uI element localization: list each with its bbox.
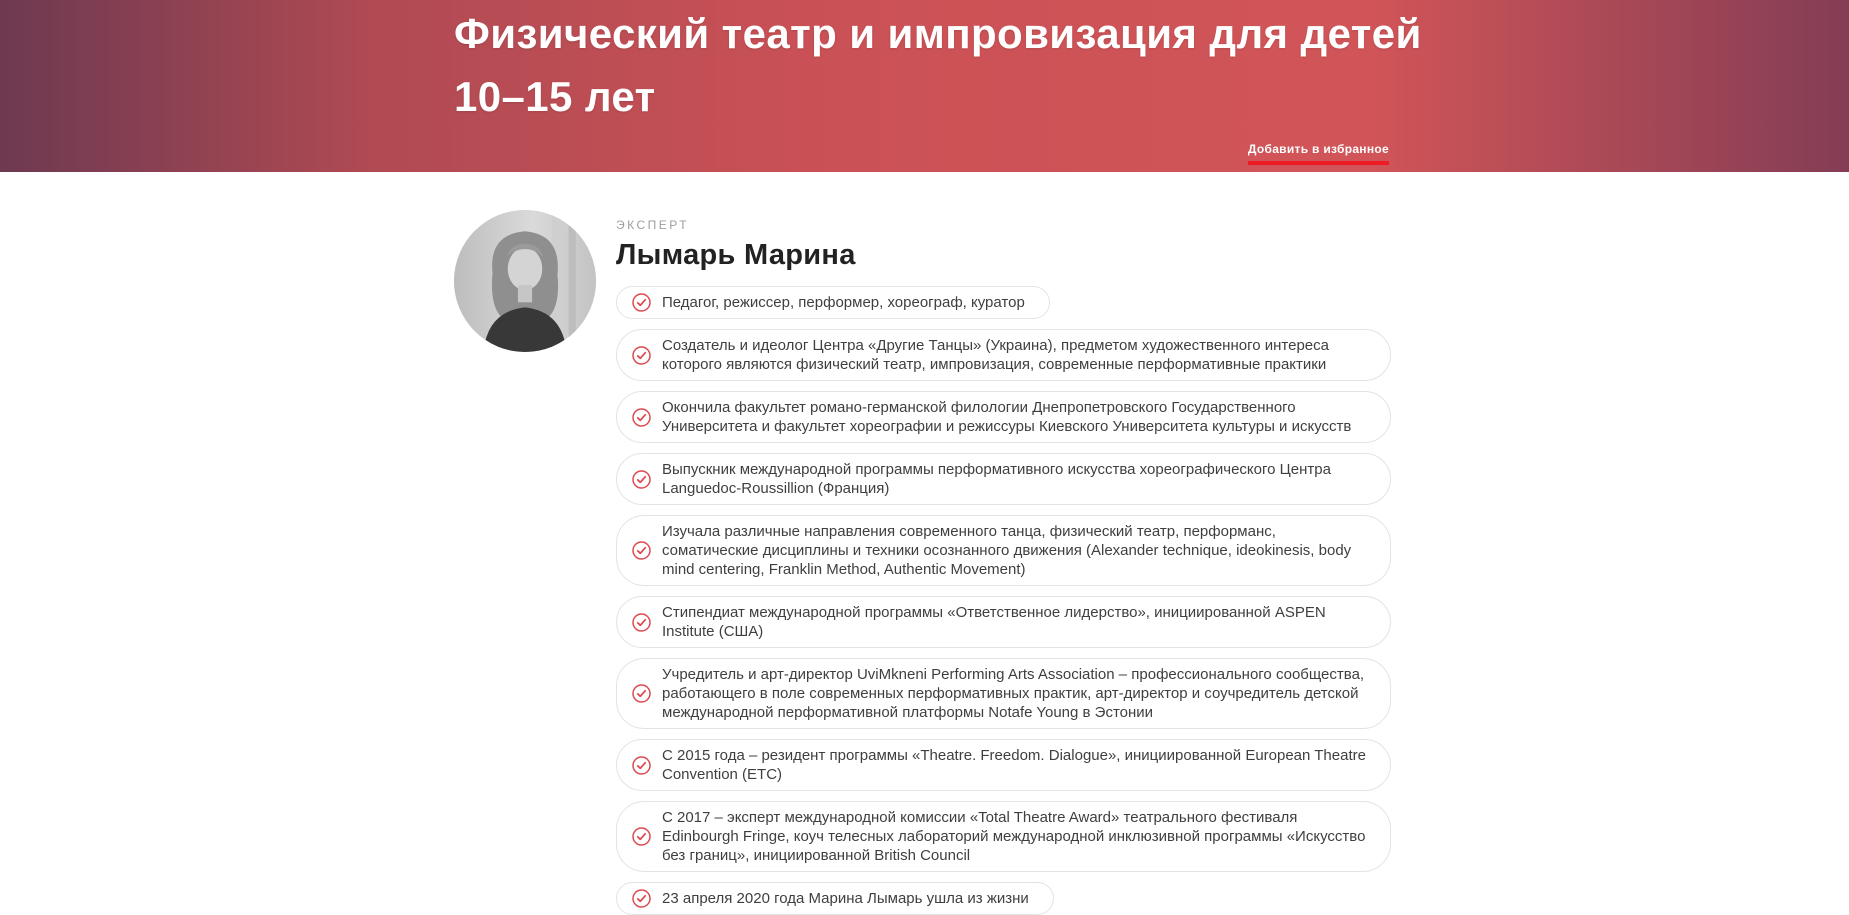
- check-circle-icon: [632, 613, 651, 632]
- facts-list: [616, 286, 1391, 915]
- hero-banner: [0, 0, 1849, 172]
- fact-text: 23 апреля 2020 года Марина Лымарь ушла из жизни: [662, 890, 1029, 907]
- check-circle-icon: [632, 889, 651, 908]
- fact-text: Учредитель и арт-директор UviMkneni Performing Arts Association – профессионального сообщества, работающего в поле современных перформативных практик, арт-директор и соучредитель детской международной перформативной платформы Notafe Young в Эстонии: [662, 666, 1365, 721]
- fact-pill: [616, 329, 1391, 381]
- fact-text: Создатель и идеолог Центра «Другие Танцы» (Украина), предметом художественного интереса которого являются физический театр, импровизация, современные перформативные практики: [662, 337, 1329, 373]
- expert-label: ЭКСПЕРТ: [616, 218, 690, 232]
- fact-pill: [616, 286, 1050, 319]
- fact-text: Изучала различные направления современного танца, физический театр, перформанс, соматические дисциплины и техники осознанного движения (Alexander technique, ideokinesis, body mind centering, Franklin Method, Authentic Movement): [662, 523, 1352, 578]
- check-circle-icon: [632, 408, 651, 427]
- fact-pill: [616, 739, 1391, 791]
- fact-text: С 2015 года – резидент программы «Theatre. Freedom. Dialogue», инициированной European Theatre Convention (ETC): [662, 747, 1366, 783]
- fact-pill: [616, 801, 1391, 872]
- fact-pill: [616, 596, 1391, 648]
- check-circle-icon: [632, 827, 651, 846]
- expert-section: [0, 172, 1849, 915]
- fact-pill: [616, 882, 1054, 915]
- fact-pill: [616, 391, 1391, 443]
- fact-pill: [616, 658, 1391, 729]
- fact-text: С 2017 – эксперт международной комиссии «Total Theatre Award» театрального фестиваля Edinbourgh Fringe, коуч телесных лабораторий международной инклюзивной программы «Искусство без границ», инициированной British Council: [662, 809, 1366, 864]
- check-circle-icon: [632, 684, 651, 703]
- add-to-favorites-link[interactable]: Добавить в избранное: [1248, 142, 1389, 165]
- page-title: Физический театр и импровизация для детей 10–15 лет: [454, 10, 1422, 120]
- portrait-photo-icon: [454, 210, 596, 352]
- check-circle-icon: [632, 470, 651, 489]
- check-circle-icon: [632, 541, 651, 560]
- expert-avatar: [454, 210, 596, 352]
- fact-text: Педагог, режиссер, перформер, хореограф, куратор: [662, 294, 1025, 311]
- expert-name: Лымарь Марина: [616, 239, 856, 271]
- check-circle-icon: [632, 756, 651, 775]
- fact-text: Окончила факультет романо-германской филологии Днепропетровского Государственного Университета и факультет хореографии и режиссуры Киевского Университета культуры и искусств: [662, 399, 1352, 435]
- fact-pill: [616, 453, 1391, 505]
- fact-pill: [616, 515, 1391, 586]
- check-circle-icon: [632, 346, 651, 365]
- check-circle-icon: [632, 293, 651, 312]
- fact-text: Выпускник международной программы перформативного искусства хореографического Центра Languedoc-Roussillion (Франция): [662, 461, 1331, 497]
- fact-text: Стипендиат международной программы «Ответственное лидерство», инициированной ASPEN Institute (США): [662, 604, 1326, 640]
- expert-info: [616, 210, 1391, 915]
